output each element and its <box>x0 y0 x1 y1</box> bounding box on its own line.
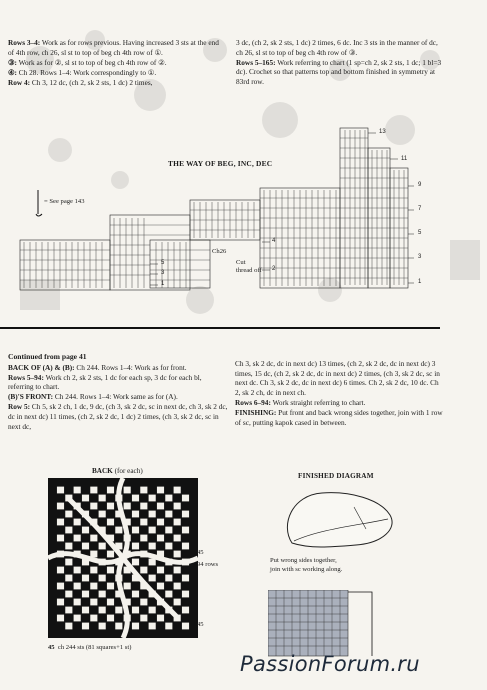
mesh-cell <box>174 519 181 526</box>
mesh-cell <box>74 535 81 542</box>
mesh-cell <box>82 527 89 534</box>
mesh-cell <box>174 599 181 606</box>
mesh-cell <box>140 519 147 526</box>
mesh-cell <box>57 519 64 526</box>
mesh-cell <box>140 535 147 542</box>
mesh-cell <box>65 511 72 518</box>
mesh-cell <box>140 599 147 606</box>
mesh-cell <box>99 591 106 598</box>
mesh-cell <box>90 567 97 574</box>
instruction-rows-5-94 <box>8 373 228 392</box>
mesh-cell <box>149 623 156 630</box>
instruction-row-4 <box>8 78 226 88</box>
mesh-cell <box>165 623 172 630</box>
bottom-left-column <box>8 352 228 432</box>
mesh-cell <box>174 487 181 494</box>
mesh-cell <box>157 583 164 590</box>
mesh-cell <box>157 503 164 510</box>
mesh-cell <box>132 511 139 518</box>
mesh-cell <box>140 567 147 574</box>
row-number: 13 <box>379 129 386 135</box>
finished-note <box>270 557 400 574</box>
mesh-cell <box>132 495 139 502</box>
mesh-cell <box>165 511 172 518</box>
mesh-cell <box>182 575 189 582</box>
mesh-cell <box>107 567 114 574</box>
rows-text: 94 rows <box>197 561 219 568</box>
instruction-finishing <box>235 408 445 427</box>
mesh-cell <box>74 487 81 494</box>
mesh-cell <box>182 527 189 534</box>
label-rows-5-94: Rows 5–94: <box>8 372 44 382</box>
instruction-b-front <box>8 392 228 402</box>
mesh-cell <box>149 559 156 566</box>
mesh-cell <box>157 487 164 494</box>
mesh-cell <box>149 543 156 550</box>
row-number: 1 <box>161 281 165 287</box>
mesh-cell <box>149 575 156 582</box>
mesh-cell <box>74 519 81 526</box>
mesh-cell <box>182 543 189 550</box>
row-number: 9 <box>418 182 422 188</box>
mesh-cell <box>182 511 189 518</box>
mesh-cell <box>149 527 156 534</box>
mesh-cell <box>124 583 131 590</box>
instruction-rows-5-165 <box>236 58 446 87</box>
mesh-cell <box>65 623 72 630</box>
mesh-cell <box>157 615 164 622</box>
mesh-cell <box>99 495 106 502</box>
row-number: 11 <box>401 156 408 162</box>
mesh-cell <box>157 535 164 542</box>
cut-thread-label <box>236 259 262 275</box>
mesh-cell <box>65 575 72 582</box>
label-row-4: Row 4: <box>8 77 31 87</box>
mesh-cell <box>107 583 114 590</box>
mesh-cell <box>82 591 89 598</box>
row-number: 3 <box>161 270 165 276</box>
mesh-cell <box>90 535 97 542</box>
edge-chart <box>268 590 388 658</box>
mesh-cell <box>132 623 139 630</box>
beg-inc-dec-diagram <box>0 120 487 305</box>
mesh-cell <box>65 607 72 614</box>
mesh-cell <box>74 599 81 606</box>
finished-diagram-title: FINISHED DIAGRAM <box>298 472 374 480</box>
mesh-cell <box>165 591 172 598</box>
bottom-number: 45 <box>48 644 55 651</box>
instruction-rows-3-4 <box>8 38 226 57</box>
label-finishing: FINISHING: <box>235 407 277 417</box>
mesh-cell <box>165 543 172 550</box>
mesh-cell <box>65 559 72 566</box>
mesh-cell <box>149 607 156 614</box>
mesh-cell <box>65 543 72 550</box>
mesh-cell <box>90 487 97 494</box>
mesh-cell <box>165 527 172 534</box>
row-number: 7 <box>418 206 422 212</box>
mesh-cell <box>90 551 97 558</box>
mesh-cell <box>182 591 189 598</box>
mesh-cell <box>107 519 114 526</box>
mesh-cell <box>82 495 89 502</box>
text-rows-6-94: Work straight referring to chart. <box>270 397 366 407</box>
mesh-cell <box>90 599 97 606</box>
text-4: Ch 28. Rows 1–4: Work correspondingly to ①. <box>16 67 157 77</box>
mesh-cell <box>57 583 64 590</box>
text-rows-5-165: Work referring to chart (1 sp=ch 2, sk 2 sts, 1 dc; 1 bl=3 dc). Crochet so that patterns top and bottom finished in symmetry at 83rd row. <box>236 57 442 86</box>
label-row-5: Row 5: <box>8 402 31 412</box>
instruction-row-5 <box>8 402 228 431</box>
back-chart-label <box>92 467 143 475</box>
mesh-cell <box>174 535 181 542</box>
mesh-cell <box>174 503 181 510</box>
text-b-front: Ch 244. Rows 1–4: Work same as for (A). <box>53 392 178 402</box>
instruction-back <box>8 363 228 373</box>
instruction-rows-6-94 <box>235 398 445 408</box>
instruction-3 <box>8 58 226 68</box>
row-number: 5 <box>418 230 422 236</box>
instruction-continued: 3 dc, (ch 2, sk 2 sts, 1 dc) 2 times, 6 dc. Inc 3 sts in the manner of dc, ch 26, sl st to top of beg ch 4th row of ③. <box>236 38 438 57</box>
label-b-front: (B)'S FRONT: <box>8 392 54 402</box>
mesh-cell <box>149 511 156 518</box>
row-number: 3 <box>418 254 422 260</box>
mesh-cell <box>174 551 181 558</box>
mesh-cell <box>65 527 72 534</box>
mesh-cell <box>107 551 114 558</box>
instruction-continued-2: Ch 3, sk 2 dc, dc in next dc) 13 times, (ch 2, sk 2 dc, dc in next dc) 3 times, 15 dc, (ch 2, sk 2 dc, dc in next dc) 2 times, (ch 3, sk 2 dc, sc in next dc. Ch 3, sk 2 dc, dc in next dc) 6 times. Ch 2, sk 2 dc, 10 dc. Ch 2, sk 2 ch, dc in next ch. <box>235 359 440 397</box>
mesh-cell <box>140 487 147 494</box>
mesh-cell <box>149 495 156 502</box>
see-page-note: = See page 143 <box>44 198 85 205</box>
mesh-cell <box>99 575 106 582</box>
row-number: 5 <box>161 260 165 266</box>
text-rows-3-4: Work as for rows previous. Having increased 3 sts at the end of 4th row, ch 26, sl st to top of beg ch 4th row of ①. <box>8 38 219 57</box>
mesh-cell <box>74 615 81 622</box>
label-rows-3-4: Rows 3–4: <box>8 38 41 47</box>
mesh-cell <box>140 503 147 510</box>
rows-number-bottom: 45 <box>197 621 204 628</box>
mesh-cell <box>115 607 122 614</box>
mesh-cell <box>57 599 64 606</box>
mesh-cell <box>99 623 106 630</box>
mesh-cell <box>74 583 81 590</box>
mesh-cell <box>90 583 97 590</box>
mesh-cell <box>157 567 164 574</box>
label-4: ④: <box>8 67 17 77</box>
mesh-cell <box>165 495 172 502</box>
mesh-cell <box>107 503 114 510</box>
ch26-label: Ch26 <box>212 248 227 255</box>
mesh-cell <box>82 607 89 614</box>
mesh-cell <box>174 583 181 590</box>
mesh-cell <box>107 487 114 494</box>
mesh-cell <box>132 591 139 598</box>
mesh-cell <box>182 495 189 502</box>
mesh-cell <box>182 623 189 630</box>
mesh-cell <box>57 487 64 494</box>
back-chart-bottom-label <box>48 644 131 651</box>
mesh-cell <box>132 527 139 534</box>
mesh-cell <box>99 543 106 550</box>
top-left-column <box>8 38 226 88</box>
rows-label <box>197 547 218 631</box>
top-right-column <box>236 38 446 87</box>
mesh-cell <box>132 559 139 566</box>
instruction-4 <box>8 68 226 78</box>
mesh-cell <box>107 615 114 622</box>
text-back: Ch 244. Rows 1–4: Work as for front. <box>74 362 187 372</box>
back-label-note: (for each) <box>112 467 143 475</box>
mesh-cell <box>107 599 114 606</box>
mesh-cell <box>82 575 89 582</box>
mesh-cell <box>57 567 64 574</box>
cut-thread-text: Cut thread off <box>236 259 262 274</box>
rows-number-top: 45 <box>197 549 204 556</box>
text-row-5: Ch 5, sk 2 ch, 1 dc, 9 dc, (ch 3, sk 2 dc, sc in next dc, ch 3, sk 2 dc, dc in next dc) 11 times, (ch 2, sk 2 dc, 1 dc) 2 times, (ch 3, sk 2 dc, sc in next dc, <box>8 402 228 431</box>
mesh-cell <box>82 623 89 630</box>
text-finishing: Put front and back wrong sides together, join with 1 row of sc, putting kapok cased in between. <box>235 407 443 427</box>
mesh-cell <box>90 503 97 510</box>
mesh-cell <box>182 607 189 614</box>
mesh-cell <box>99 511 106 518</box>
row-number: 1 <box>418 279 422 285</box>
mesh-cell <box>57 535 64 542</box>
mesh-cell <box>65 591 72 598</box>
continued-title: Continued from page 41 <box>8 352 87 361</box>
mesh-cell <box>132 607 139 614</box>
section-divider <box>0 327 440 329</box>
label-3: ③: <box>8 57 17 67</box>
mesh-cell <box>115 623 122 630</box>
label-back: BACK OF (A) & (B): <box>8 362 75 372</box>
row-number: 2 <box>272 266 276 272</box>
mesh-cell <box>132 543 139 550</box>
mesh-cell <box>140 615 147 622</box>
mesh-cell <box>124 487 131 494</box>
mesh-cell <box>99 607 106 614</box>
mesh-cell <box>174 567 181 574</box>
text-3: Work as for ②, sl st to top of beg ch 4th row of ②. <box>16 57 167 67</box>
row-number: 4 <box>272 238 276 244</box>
watermark-logo: PassionForum.ru <box>240 652 420 676</box>
back-chart <box>48 478 198 638</box>
mesh-cell <box>74 567 81 574</box>
mesh-cell <box>82 543 89 550</box>
label-rows-5-165: Rows 5–165: <box>236 57 276 67</box>
diagram-title: THE WAY OF BEG, INC, DEC <box>168 159 273 168</box>
bottom-text: ch 244 sts (81 squares+1 st) <box>57 644 132 651</box>
finished-note-text: Put wrong sides together, join with sc working along. <box>270 557 343 573</box>
mesh-cell <box>165 575 172 582</box>
bottom-right-column <box>235 359 445 428</box>
text-row-4: Ch 3, 12 dc, (ch 2, sk 2 sts, 1 dc) 2 times, <box>30 77 153 87</box>
mesh-cell <box>115 527 122 534</box>
text-rows-5-94: Work ch 2, sk 2 sts, 1 dc for each sp, 3 dc for each bl, referring to chart. <box>8 372 202 392</box>
label-rows-6-94: Rows 6–94: <box>235 397 271 407</box>
mesh-cell <box>57 503 64 510</box>
cushion-drawing <box>270 485 410 555</box>
mesh-cell <box>157 519 164 526</box>
mesh-cell <box>90 615 97 622</box>
mesh-cell <box>57 615 64 622</box>
mesh-cell <box>124 503 131 510</box>
back-label-bold: BACK <box>92 467 113 475</box>
